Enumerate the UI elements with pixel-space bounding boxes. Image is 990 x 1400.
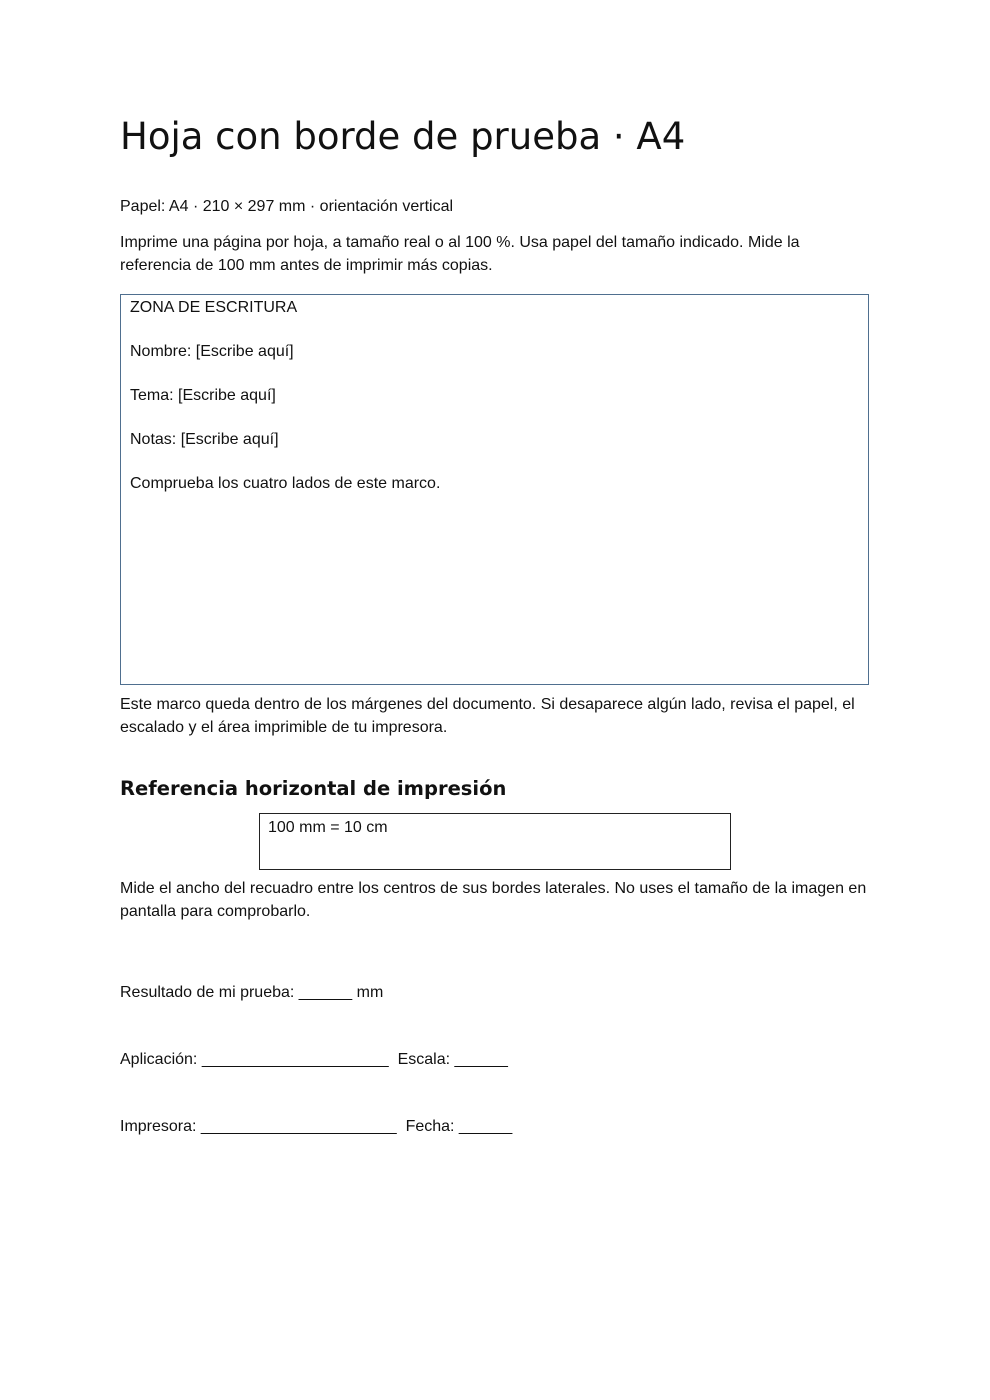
document-title: Hoja con borde de prueba · A4: [120, 115, 686, 158]
measure-note-paragraph: Mide el ancho del recuadro entre los centros de sus bordes laterales. No uses el tamaño de la imagen en pantalla para comprobarlo.: [120, 880, 867, 920]
writing-zone-heading: ZONA DE ESCRITURA: [130, 299, 298, 316]
app-scale-line[interactable]: Aplicación: _____________________ Escala: ______: [120, 1051, 508, 1069]
printer-date-line[interactable]: Impresora: ______________________ Fecha: ______: [120, 1118, 513, 1136]
intro-paragraph: Imprime una página por hoja, a tamaño real o al 100 %. Usa papel del tamaño indicado. Mide la referencia de 100 mm antes de imprimir más copias.: [120, 234, 800, 274]
topic-field[interactable]: Tema: [Escribe aquí]: [130, 387, 276, 404]
paper-meta: Papel: A4 · 210 × 297 mm · orientación vertical: [120, 198, 454, 215]
reference-box: [259, 813, 731, 870]
name-field[interactable]: Nombre: [Escribe aquí]: [130, 343, 294, 360]
result-line[interactable]: Resultado de mi prueba: ______ mm: [120, 983, 384, 1001]
frame-note-paragraph: Este marco queda dentro de los márgenes del documento. Si desaparece algún lado, revisa el papel, el escalado y el área imprimible de tu impresora.: [120, 696, 855, 736]
results-block: [120, 937, 512, 1183]
writing-zone-frame[interactable]: [120, 294, 869, 685]
reference-heading: Referencia horizontal de impresión: [120, 777, 507, 800]
notes-field[interactable]: Notas: [Escribe aquí]: [130, 431, 279, 448]
check-instruction: Comprueba los cuatro lados de este marco.: [130, 475, 441, 492]
reference-box-label: 100 mm = 10 cm: [268, 819, 388, 836]
